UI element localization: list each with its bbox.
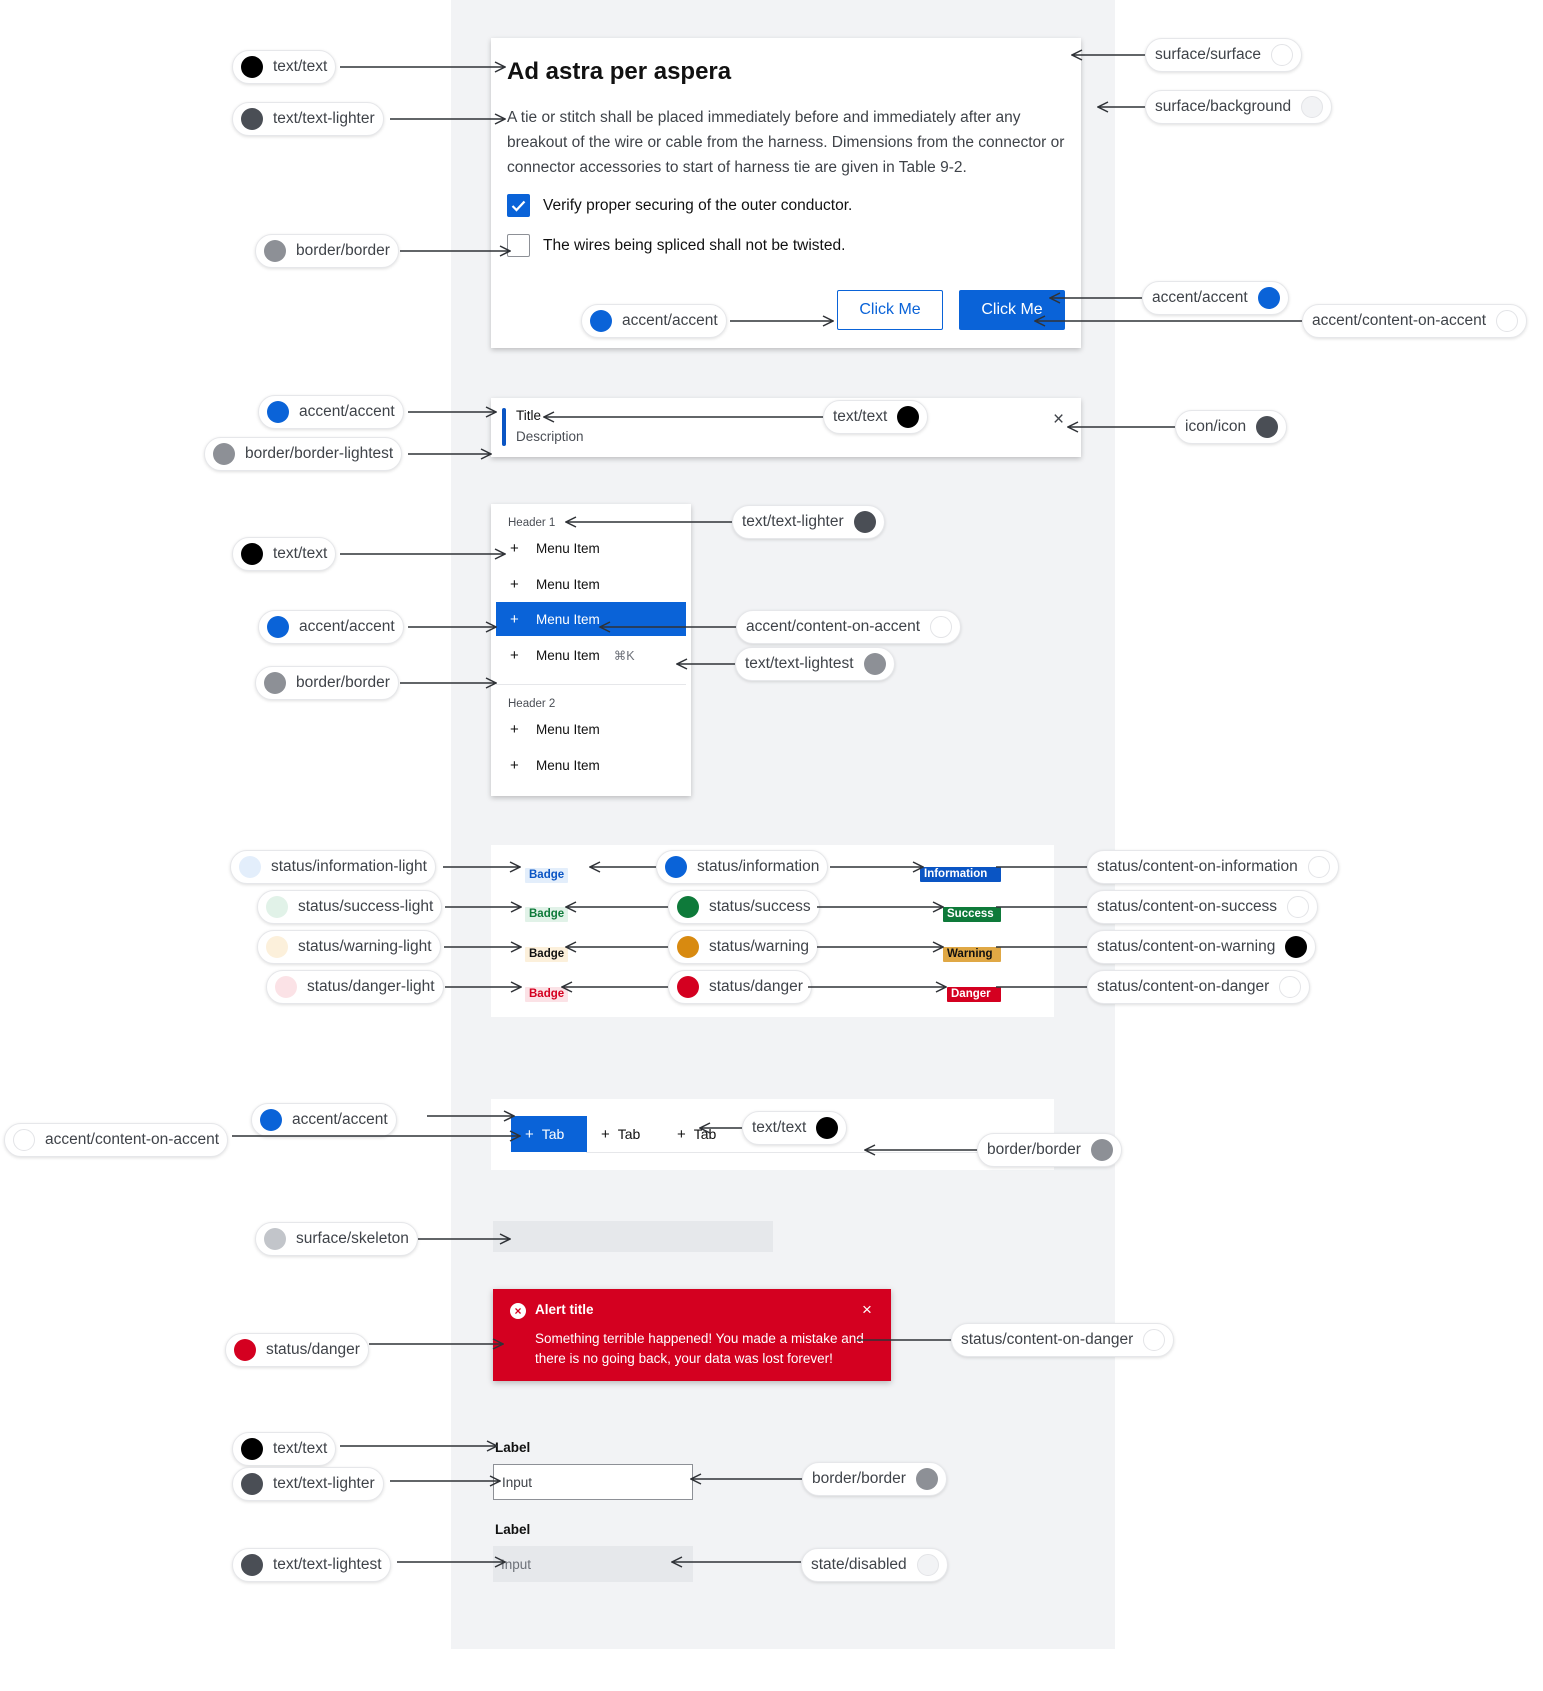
- color-swatch: [1496, 310, 1518, 332]
- color-swatch: [854, 511, 876, 533]
- skeleton-placeholder: [493, 1221, 773, 1252]
- token-pill-border-lightest: [204, 437, 402, 471]
- token-label: text/text: [273, 545, 328, 562]
- color-swatch: [677, 936, 699, 958]
- badge-information: Information: [920, 867, 1001, 882]
- token-label: surface/skeleton: [296, 1230, 409, 1247]
- toast-description: Description: [516, 429, 584, 444]
- token-label: status/content-on-danger: [1097, 978, 1270, 995]
- color-swatch: [13, 1129, 35, 1151]
- color-swatch: [1285, 936, 1307, 958]
- color-swatch: [1301, 96, 1323, 118]
- token-label: status/warning: [709, 938, 809, 955]
- color-swatch: [1279, 976, 1301, 998]
- token-pill-warning: [668, 930, 818, 964]
- color-swatch: [267, 616, 289, 638]
- color-swatch: [275, 976, 297, 998]
- token-label: accent/content-on-accent: [746, 618, 921, 635]
- token-label: status/content-on-danger: [961, 1331, 1134, 1348]
- outline-button[interactable]: Click Me: [837, 290, 943, 330]
- menu-item[interactable]: [496, 712, 686, 746]
- token-pill-content-on-accent: [4, 1123, 228, 1157]
- token-label: status/content-on-success: [1097, 898, 1278, 915]
- plus-icon: +: [510, 575, 519, 593]
- token-pill-text: [232, 50, 336, 84]
- color-swatch: [897, 406, 919, 428]
- tabs-bottom-border: [586, 1152, 979, 1153]
- menu-divider: [496, 684, 686, 685]
- plus-icon: +: [510, 610, 519, 628]
- token-label: status/information-light: [271, 858, 427, 875]
- token-pill-text-lighter: [232, 102, 384, 136]
- checkbox-checked[interactable]: [507, 194, 530, 217]
- token-label: status/danger: [266, 1341, 360, 1358]
- badge-information-light: Badge: [525, 868, 568, 883]
- keyboard-shortcut: ⌘K: [613, 648, 635, 663]
- text-input-disabled: Input: [493, 1546, 693, 1582]
- token-pill-content-on-danger: [951, 1323, 1174, 1357]
- token-label: status/success-light: [298, 898, 434, 915]
- text-input[interactable]: Input: [493, 1464, 693, 1500]
- color-swatch: [1256, 416, 1278, 438]
- token-pill-content-on-success: [1087, 890, 1318, 924]
- token-label: border/border: [296, 674, 390, 691]
- token-pill-success: [668, 890, 820, 924]
- close-icon[interactable]: ×: [862, 1300, 872, 1319]
- token-pill-content-on-information: [1087, 850, 1339, 884]
- menu-item[interactable]: [496, 567, 686, 601]
- color-swatch: [1308, 856, 1330, 878]
- color-swatch: [241, 56, 263, 78]
- tab[interactable]: [587, 1116, 654, 1152]
- solid-button[interactable]: Click Me: [959, 290, 1065, 330]
- badge-danger: Danger: [947, 987, 1001, 1002]
- token-label: border/border: [812, 1470, 906, 1487]
- token-label: accent/accent: [622, 312, 718, 329]
- token-label: state/disabled: [811, 1556, 907, 1573]
- token-pill-danger: [225, 1333, 369, 1367]
- token-pill-warning-light: [257, 930, 441, 964]
- token-label: text/text: [273, 58, 328, 75]
- color-swatch: [916, 1468, 938, 1490]
- menu-item-label: Menu Item: [536, 576, 600, 592]
- checkbox-unchecked[interactable]: [507, 234, 530, 257]
- sample-card: [491, 38, 1081, 348]
- token-pill-danger-light: [266, 970, 444, 1004]
- color-swatch: [241, 1554, 263, 1576]
- menu-item-active[interactable]: [496, 602, 686, 636]
- color-swatch: [266, 936, 288, 958]
- color-swatch: [677, 976, 699, 998]
- plus-icon: +: [677, 1125, 686, 1143]
- token-label: status/danger: [709, 978, 803, 995]
- color-swatch: [264, 1228, 286, 1250]
- color-swatch: [864, 653, 886, 675]
- menu-header-1: Header 1: [508, 517, 556, 529]
- token-label: text/text: [833, 408, 888, 425]
- tab-label: Tab: [617, 1126, 641, 1142]
- plus-icon: +: [510, 646, 519, 664]
- token-pill-accent: [258, 395, 404, 429]
- token-pill-accent: [258, 610, 404, 644]
- token-label: border/border: [987, 1141, 1081, 1158]
- input-label-disabled: Label: [495, 1522, 531, 1537]
- tab-active[interactable]: [511, 1116, 587, 1152]
- token-pill-content-on-accent: [736, 610, 961, 644]
- error-icon: ×: [510, 1303, 526, 1319]
- color-swatch: [213, 443, 235, 465]
- plus-icon: +: [510, 720, 519, 738]
- close-icon[interactable]: ×: [1053, 409, 1065, 430]
- token-label: surface/background: [1155, 98, 1292, 115]
- token-pill-text-lighter: [732, 505, 885, 539]
- token-label: accent/accent: [1152, 289, 1248, 306]
- token-label: status/information: [697, 858, 820, 875]
- token-label: accent/content-on-accent: [45, 1131, 220, 1148]
- token-label: text/text-lighter: [273, 110, 375, 127]
- color-swatch: [267, 401, 289, 423]
- checkbox-row-checked[interactable]: [507, 194, 852, 217]
- token-pill-surface: [1145, 38, 1302, 72]
- color-swatch: [1258, 287, 1280, 309]
- token-pill-text: [742, 1111, 847, 1145]
- checkbox-label-2: The wires being spliced shall not be twisted.: [543, 236, 846, 254]
- tab-label: Tab: [541, 1126, 565, 1142]
- token-pill-text: [232, 1432, 336, 1466]
- token-label: text/text: [752, 1119, 807, 1136]
- token-label: accent/accent: [299, 403, 395, 420]
- token-pill-content-on-danger: [1087, 970, 1310, 1004]
- tab-label: Tab: [693, 1126, 717, 1142]
- token-label: status/content-on-information: [1097, 858, 1298, 875]
- toast-notification: [491, 398, 1081, 457]
- badge-danger-light: Badge: [525, 987, 568, 1002]
- menu-header-2: Header 2: [508, 698, 556, 710]
- token-label: text/text-lightest: [273, 1556, 382, 1573]
- menu-item-label: Menu Item: [536, 611, 600, 627]
- token-label: icon/icon: [1185, 418, 1247, 435]
- token-label: text/text-lighter: [273, 1475, 375, 1492]
- token-pill-content-on-warning: [1087, 930, 1316, 964]
- token-pill-danger: [668, 970, 812, 1004]
- color-swatch: [239, 856, 261, 878]
- alert-body: Something terrible happened! You made a mistake and there is no going back, your data was lost forever!: [535, 1331, 864, 1366]
- token-pill-accent: [251, 1103, 397, 1137]
- token-label: border/border: [296, 242, 390, 259]
- color-swatch: [1091, 1139, 1113, 1161]
- danger-alert: [493, 1289, 891, 1381]
- token-pill-text-lightest: [735, 647, 895, 681]
- color-swatch: [665, 856, 687, 878]
- token-pill-disabled: [801, 1548, 948, 1582]
- toast-title: Title: [516, 408, 542, 423]
- token-label: text/text: [273, 1440, 328, 1457]
- checkmark-icon: [511, 200, 526, 212]
- toast-accent-bar: [502, 408, 506, 446]
- token-pill-border: [802, 1462, 947, 1496]
- color-swatch: [264, 240, 286, 262]
- color-swatch: [1287, 896, 1309, 918]
- token-pill-accent: [1142, 281, 1289, 315]
- token-pill-accent: [581, 304, 727, 338]
- token-pill-icon: [1175, 410, 1287, 444]
- token-label: text/text-lighter: [742, 513, 844, 530]
- menu-item-label: Menu Item: [536, 540, 600, 556]
- token-pill-skeleton: [255, 1222, 418, 1256]
- color-swatch: [816, 1117, 838, 1139]
- token-pill-text: [232, 537, 336, 571]
- card-title: Ad astra per aspera: [507, 58, 732, 85]
- color-swatch: [1271, 44, 1293, 66]
- token-pill-information: [656, 850, 828, 884]
- token-label: border/border-lightest: [245, 445, 394, 462]
- menu-item[interactable]: [496, 638, 686, 672]
- token-label: status/warning-light: [298, 938, 432, 955]
- checkbox-label-1: Verify proper securing of the outer conductor.: [543, 196, 853, 214]
- menu-item-label: Menu Item: [536, 721, 600, 737]
- token-pill-information-light: [230, 850, 436, 884]
- token-pill-text-lightest: [232, 1548, 391, 1582]
- plus-icon: +: [510, 756, 519, 774]
- dropdown-menu: [491, 504, 691, 796]
- token-label: status/success: [709, 898, 811, 915]
- badge-success: Success: [943, 907, 1001, 922]
- menu-item[interactable]: [496, 748, 686, 782]
- color-swatch: [241, 1473, 263, 1495]
- alert-title: Alert title: [535, 1302, 594, 1317]
- plus-icon: +: [525, 1125, 534, 1143]
- menu-item-label: Menu Item: [536, 757, 600, 773]
- token-pill-text: [823, 400, 928, 434]
- token-label: status/danger-light: [307, 978, 435, 995]
- token-pill-background: [1145, 90, 1332, 124]
- token-label: surface/surface: [1155, 46, 1261, 63]
- color-swatch: [930, 616, 952, 638]
- token-pill-content-on-accent: [1302, 304, 1527, 338]
- token-label: status/content-on-warning: [1097, 938, 1276, 955]
- checkbox-row-unchecked[interactable]: [507, 234, 845, 257]
- token-label: text/text-lightest: [745, 655, 854, 672]
- token-pill-border: [255, 234, 399, 268]
- token-label: accent/accent: [299, 618, 395, 635]
- color-swatch: [917, 1554, 939, 1576]
- color-swatch: [234, 1339, 256, 1361]
- menu-item-label: Menu Item: [536, 647, 600, 663]
- badge-warning-light: Badge: [525, 947, 568, 962]
- plus-icon: +: [601, 1125, 610, 1143]
- token-pill-border: [255, 666, 399, 700]
- color-swatch: [241, 1438, 263, 1460]
- color-swatch: [677, 896, 699, 918]
- token-pill-text-lighter: [232, 1467, 384, 1501]
- color-swatch: [264, 672, 286, 694]
- plus-icon: +: [510, 539, 519, 557]
- token-pill-success-light: [257, 890, 442, 924]
- color-swatch: [260, 1109, 282, 1131]
- token-label: accent/content-on-accent: [1312, 312, 1487, 329]
- badge-success-light: Badge: [525, 907, 568, 922]
- tab[interactable]: [663, 1116, 730, 1152]
- color-swatch: [241, 543, 263, 565]
- token-pill-border: [977, 1133, 1122, 1167]
- token-label: accent/accent: [292, 1111, 388, 1128]
- color-swatch: [1143, 1329, 1165, 1351]
- menu-item[interactable]: [496, 531, 686, 565]
- color-swatch: [590, 310, 612, 332]
- card-body-text: A tie or stitch shall be placed immediately before and immediately after any breakout of the wire or cable from the harness. Dimensions from the connector or connector accessories to start of harness tie are given in Table 9-2.: [507, 109, 1065, 176]
- badge-warning: Warning: [943, 947, 1001, 962]
- color-swatch: [241, 108, 263, 130]
- input-label: Label: [495, 1440, 531, 1455]
- color-swatch: [266, 896, 288, 918]
